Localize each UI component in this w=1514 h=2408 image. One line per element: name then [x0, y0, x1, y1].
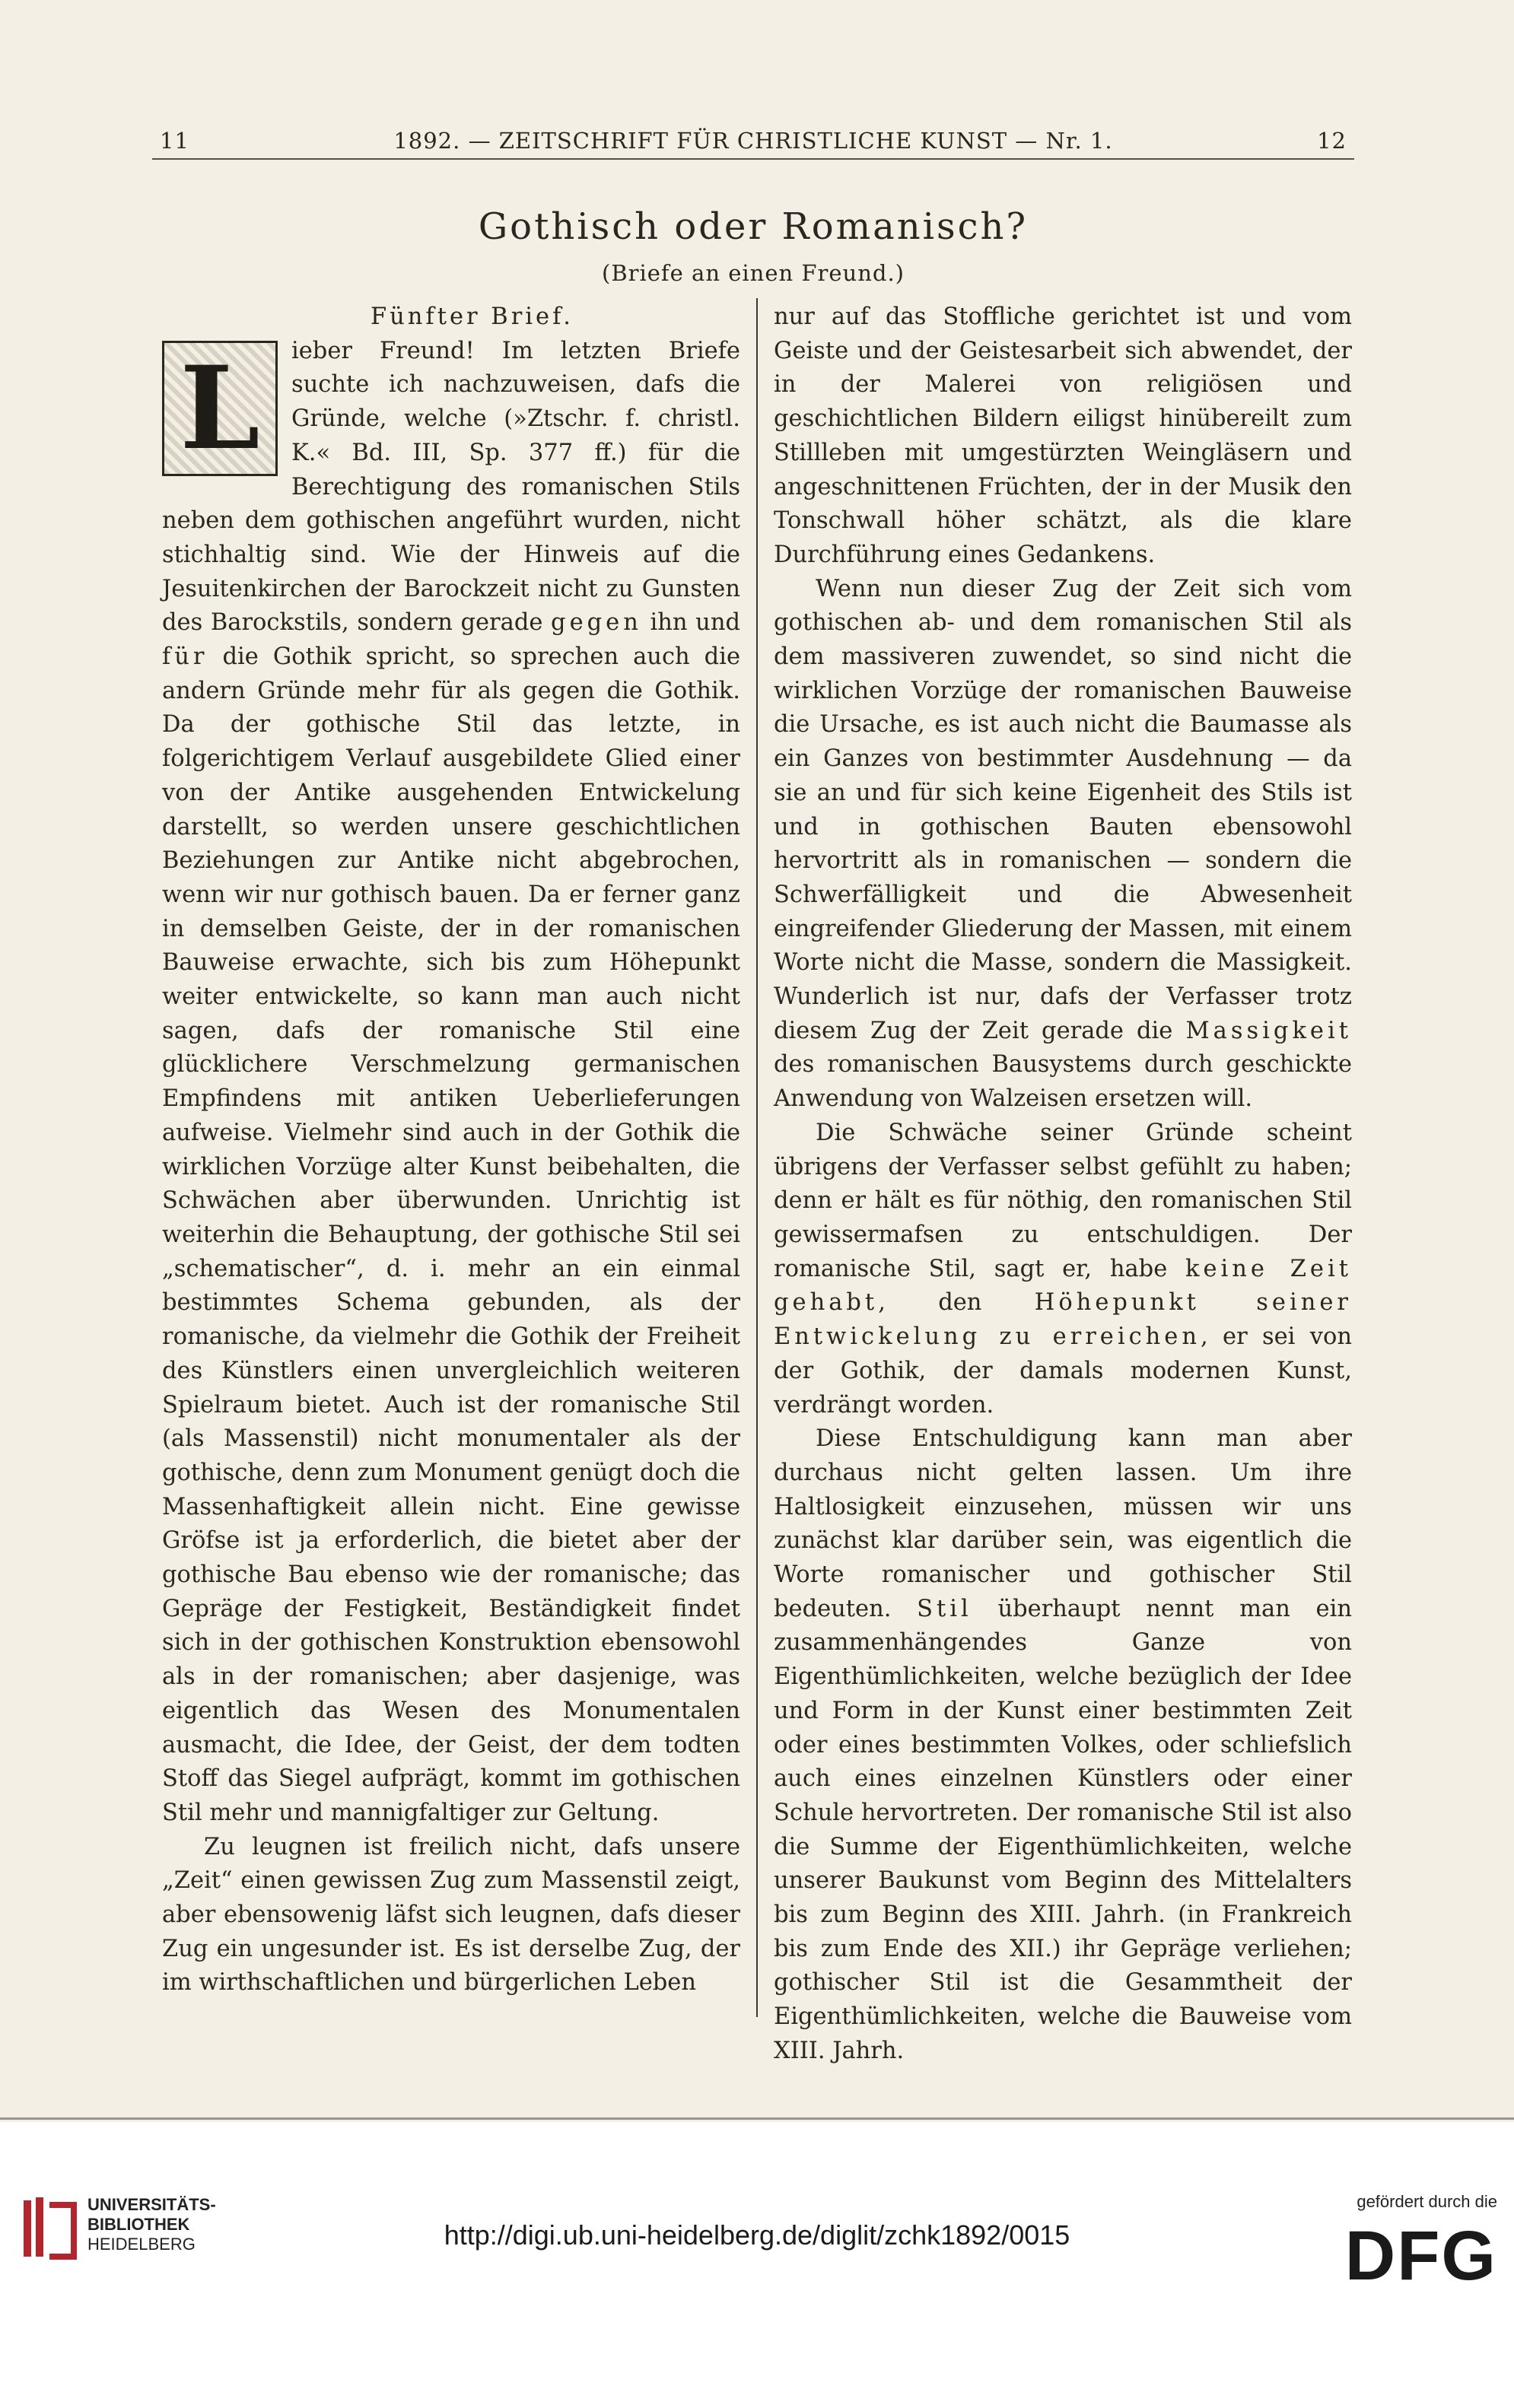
- emphasis-text: keine Zeit gehabt: [774, 1255, 1352, 1317]
- paragraph-text: , er sei von der Gothik, der damals modernen Kunst, verdrängt worden.: [774, 1323, 1352, 1418]
- emphasis-text: gegen: [551, 609, 642, 637]
- journal-header-title: 1892. — ZEITSCHRIFT FÜR CHRISTLICHE KUNST — Nr. 1.: [393, 128, 1113, 154]
- digitization-footer: [0, 2122, 1514, 2408]
- dropcap-letter: L: [180, 341, 260, 475]
- emphasis-text: Massigkeit: [1185, 1017, 1352, 1044]
- dfg-logo: DFG: [1344, 2217, 1497, 2295]
- paragraph: Zu leugnen ist freilich nicht, dafs unsere „Zeit“ einen gewissen Zug zum Massenstil zeigt, aber ebensowenig läfst sich leugnen, dafs dieser Zug ein ungesunder ist. Es ist derselbe Zug, der im wirthschaftlichen und bürgerlichen Leben: [162, 1833, 740, 1997]
- paragraph-text: ieber Freund! Im letzten Briefe suchte ich nachzuweisen, dafs die Gründe, welche (»Ztschr. f. christl. K.« Bd. III, Sp. 377 ff.) für die Berechtigung des romanischen Stils neben dem gothischen angeführt wurden, nicht stichhaltig sind. Wie der Hinweis auf die Jesuitenkirchen der Barockzeit nicht zu Gunsten des Barockstils, sondern gerade: [162, 337, 740, 637]
- running-header: [152, 122, 1354, 160]
- funding-note: gefördert durch die: [1357, 2192, 1497, 2211]
- dropcap-ornament-icon: [162, 341, 278, 476]
- page-number-right: 12: [1317, 128, 1347, 154]
- paragraph-text: überhaupt nennt man ein zusammenhängendes Ganze von Eigenthümlichkeiten, welche bezüglich der Idee und Form in der Kunst einer bestimmten Zeit oder eines bestimmten Volkes, oder schliefslich auch eines einzelnen Künstlers oder einer Schule hervortreten. Der romanische Stil ist also die Summe der Eigenthümlichkeiten, welche unserer Baukunst vom Beginn des Mittelalters bis zum Beginn des XIII. Jahrh. (in Frankreich bis zum Ende des XII.) ihr Gepräge verliehen; gothischer Stil ist die Gesammtheit der Eigenthümlichkeiten, welche die Bauweise vom XIII. Jahrh.: [774, 1595, 1352, 2064]
- paragraph: [162, 335, 740, 1831]
- paragraph-text: Die Schwäche seiner Gründe scheint übrigens der Verfasser selbst gefühlt zu haben; denn er hält es für nöthig, den romanischen Stil gewissermafsen zu entschuldigen. Der romanische Stil, sagt er, habe: [774, 1119, 1352, 1282]
- library-name-line: UNIVERSITÄTS-: [87, 2195, 216, 2214]
- source-url-link[interactable]: http://digi.ub.uni-heidelberg.de/diglit/zchk1892/0015: [444, 2219, 1070, 2251]
- page-number-left: 11: [160, 128, 189, 154]
- paragraph-text: Wenn nun dieser Zug der Zeit sich vom gothischen ab- und dem romanischen Stil als dem massiveren zuwendet, so sind nicht die wirklichen Vorzüge der romanischen Bauweise die Ursache, es ist auch nicht die Baumasse als ein Ganzes von bestimmter Ausdehnung — da sie an und für sich keine Eigenheit des Stils ist und in gothischen Bauten ebensowohl hervortritt als in romanischen — sondern die Schwerfälligkeit und die Abwesenheit eingreifender Gliederung der Massen, mit einem Worte nicht die Masse, sondern die Massigkeit. Wunderlich ist nur, dafs der Verfasser trotz diesem Zug der Zeit gerade die: [774, 575, 1352, 1044]
- emphasis-text: Stil: [917, 1595, 972, 1622]
- header-rule: [152, 158, 1354, 160]
- left-column: [162, 300, 740, 2000]
- article-subtitle: (Briefe an einen Freund.): [602, 260, 905, 286]
- column-divider: [756, 298, 758, 2017]
- paragraph: [774, 1422, 1352, 2068]
- emphasis-text: Höhepunkt seiner Entwickelung zu erreichen: [774, 1289, 1352, 1351]
- paragraph-text: Diese Entschuldigung kann man aber durchaus nicht gelten lassen. Um ihre Haltlosigkeit einzusehen, müssen wir uns zunächst klar darüber sein, was eigentlich die Worte romanischer und gothischer Stil bedeuten.: [774, 1425, 1352, 1622]
- article-title: Gothisch oder Romanisch?: [478, 205, 1029, 248]
- paragraph-text: die Gothik spricht, so sprechen auch die andern Gründe mehr für als gegen die Gothik. Da der gothische Stil das letzte, in folgerichtigem Verlauf ausgebildete Glied einer von der Antike ausgehenden Entwickelung darstellt, so werden unsere geschichtlichen Beziehungen zur Antike nicht abgebrochen, wenn wir nur gothisch bauen. Da er ferner ganz in demselben Geiste, der in der romanischen Bauweise erwachte, sich bis zum Höhepunkt weiter entwickelte, so kann man auch nicht sagen, dafs der romanische Stil eine glücklichere Verschmelzung germanischen Empfindens mit antiken Ueberlieferungen aufweise. Vielmehr sind auch in der Gothik die wirklichen Vorzüge alter Kunst beibehalten, die Schwächen aber überwunden. Unrichtig ist weiterhin die Behauptung, der gothische Stil sei „schematischer“, d. i. mehr an ein einmal bestimmtes Schema gebunden, als der romanische, da vielmehr die Gothik der Freiheit des Künstlers einen unvergleichlich weiteren Spielraum bietet. Auch ist der romanische Stil (als Massenstil) nicht monumentaler als der gothische, denn zum Monument genügt doch die Massenhaftigkeit allein nicht. Eine gewisse Gröfse ist ja erforderlich, die bietet aber der gothische Bau ebenso wie der romanische; das Gepräge der Festigkeit, Beständigkeit findet sich in der gothischen Konstruktion ebensowohl als in der romanischen; aber dasjenige, was eigentlich das Wesen des Monumentalen ausmacht, die Idee, der Geist, der dem todten Stoff das Siegel aufprägt, kommt im gothischen Stil mehr und mannigfaltiger zur Geltung.: [162, 643, 740, 1826]
- section-heading: Fünfter Brief.: [370, 303, 574, 330]
- paragraph-text: des romanischen Bausystems durch geschickte Anwendung von Walzeisen ersetzen will.: [774, 1051, 1352, 1113]
- library-name-line: HEIDELBERG: [87, 2235, 196, 2254]
- paragraph: nur auf das Stoffliche gerichtet ist und vom Geiste und der Geistesarbeit sich abwendet, der in der Malerei von religiösen und geschichtlichen Bildern eiligst hinübereilt zum Stillleben mit umgestürzten Weingläsern und angeschnittenen Früchten, der in der Musik den Tonschwall höher schätzt, als die klare Durchführung eines Gedankens.: [774, 303, 1352, 568]
- emphasis-text: für: [162, 643, 208, 671]
- right-column: [774, 300, 1352, 2069]
- paragraph: [774, 1117, 1352, 1422]
- paragraph-text: , den: [878, 1289, 1035, 1317]
- library-name-line: BIBLIOTHEK: [87, 2215, 190, 2234]
- footer-rule: [0, 2117, 1514, 2120]
- paragraph-text: ihn und: [641, 609, 740, 637]
- paragraph: [774, 573, 1352, 1117]
